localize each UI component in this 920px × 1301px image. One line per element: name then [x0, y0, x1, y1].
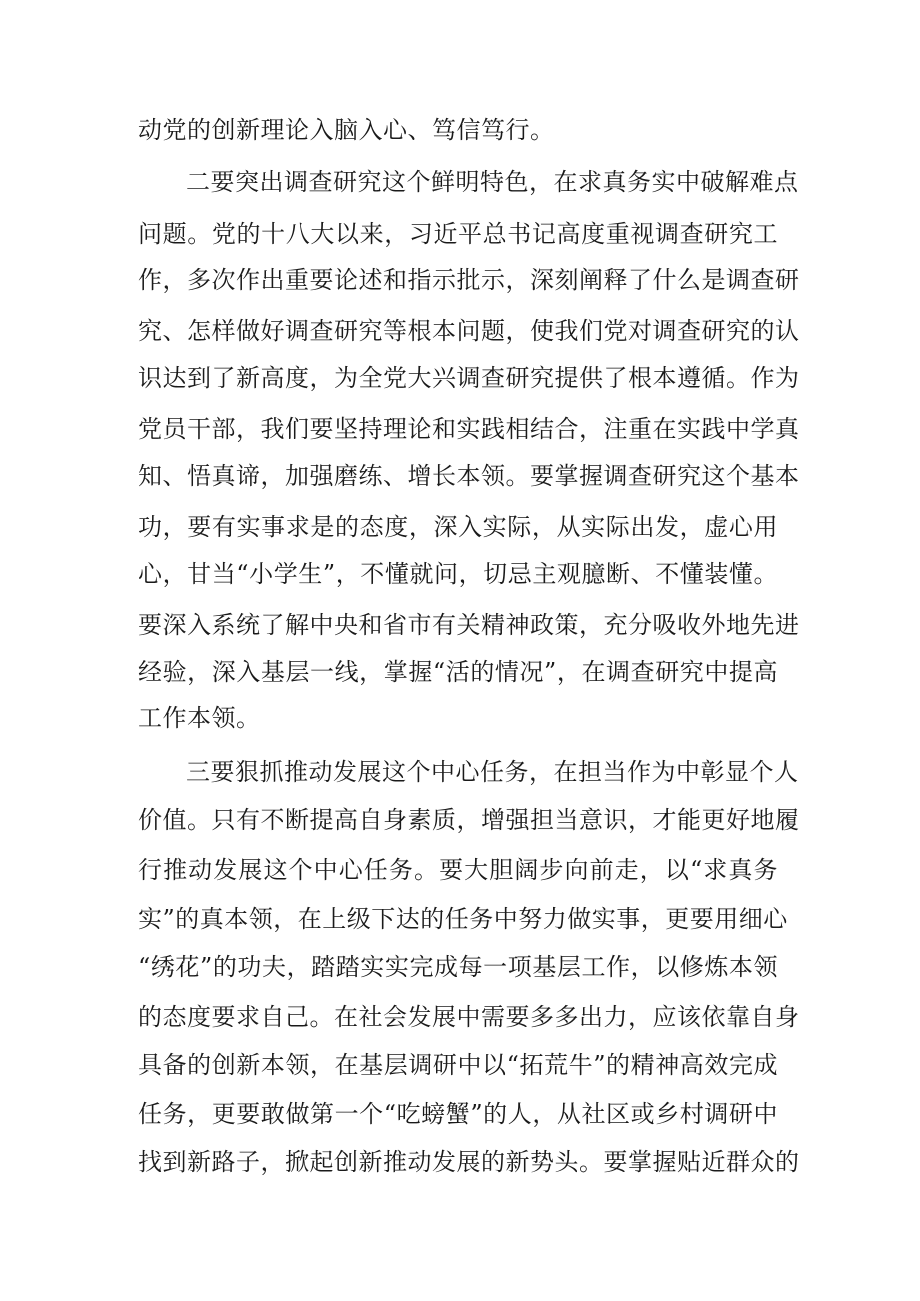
- paragraph-line: 心，甘当“小学生”，不懂就问，切忌主观臆断、不懂装懂。: [138, 560, 778, 588]
- paragraph-line: 党员干部，我们要坚持理论和实践相结合，注重在实践中学真: [138, 415, 800, 443]
- paragraph-line: 经验，深入基层一线，掌握“活的情况”，在调查研究中提高: [138, 658, 778, 686]
- paragraph-line: 的态度要求自己。在社会发展中需要多多出力，应该依靠自身: [138, 1003, 800, 1031]
- paragraph-line: 价值。只有不断提高自身素质，增强担当意识，才能更好地履: [138, 806, 800, 834]
- paragraph-line: 具备的创新本领，在基层调研中以“拓荒牛”的精神高效完成: [138, 1051, 778, 1079]
- paragraph-line: 功，要有实事求是的态度，深入实际，从实际出发，虚心用: [138, 513, 778, 541]
- paragraph-line: 行推动发展这个中心任务。要大胆阔步向前走，以“求真务: [138, 856, 778, 884]
- paragraph-line: 三要狠抓推动发展这个中心任务，在担当作为中彰显个人: [186, 758, 799, 786]
- paragraph-line: 二要突出调查研究这个鲜明特色，在求真务实中破解难点: [186, 168, 799, 196]
- paragraph-line: 知、悟真谛，加强磨练、增长本领。要掌握调查研究这个基本: [138, 462, 800, 490]
- paragraph-line: 实”的真本领，在上级下达的任务中努力做实事，更要用细心: [138, 905, 788, 933]
- paragraph-line: “绣花”的功夫，踏踏实实完成每一项基层工作，以修炼本领: [138, 953, 778, 981]
- paragraph-line: 任务，更要敢做第一个“吃螃蟹”的人，从社区或乡村调研中: [138, 1100, 778, 1128]
- paragraph-line: 究、怎样做好调查研究等根本问题，使我们党对调查研究的认: [138, 317, 800, 345]
- paragraph-line: 要深入系统了解中央和省市有关精神政策，充分吸收外地先进: [138, 611, 800, 639]
- paragraph-line: 找到新路子，掀起创新推动发展的新势头。要掌握贴近群众的: [138, 1148, 800, 1176]
- paragraph-line: 识达到了新高度，为全党大兴调查研究提供了根本遵循。作为: [138, 364, 800, 392]
- paragraph-line: 工作本领。: [138, 704, 261, 732]
- paragraph-line: 问题。党的十八大以来，习近平总书记高度重视调查研究工: [138, 220, 778, 248]
- paragraph-line: 动党的创新理论入脑入心、笃信笃行。: [138, 116, 555, 144]
- paragraph-line: 作，多次作出重要论述和指示批示，深刻阐释了什么是调查研: [138, 266, 800, 294]
